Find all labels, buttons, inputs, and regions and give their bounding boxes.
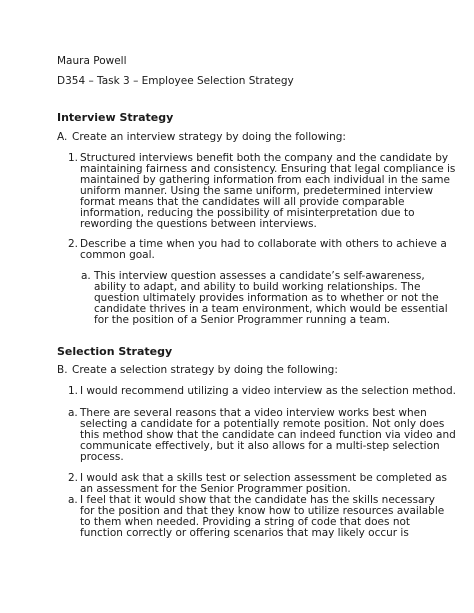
selection-item-2a-marker: a. [68,494,78,506]
interview-item-1-line: uniform manner. Using the same uniform, predetermined interview [80,185,434,197]
selection-item-2a-line: I feel that it would show that the candidate has the skills necessary [80,494,435,506]
task-a-text: Create an interview strategy by doing the following: [72,131,346,143]
interview-item-1-marker: 1. [68,152,79,164]
interview-item-2a-line: This interview question assesses a candidate’s self-awareness, [94,270,425,282]
selection-item-2a-line: for the position and that they know how to utilize resources available [80,505,445,517]
selection-item-2a-line: function correctly or offering scenarios that may likely occur is [80,527,409,539]
selection-item-1a-line: communicate effectively, but it also allows for a multi-step selection [80,440,440,452]
interview-item-1-line: maintaining fairness and consistency. Ensuring that legal compliance is [80,163,456,175]
task-b-text: Create a selection strategy by doing the following: [72,364,338,376]
selection-item-1a-line: process. [80,451,124,463]
selection-item-2a-line: to them when needed. Providing a string of code that does not [80,516,411,528]
interview-item-2-marker: 2. [68,238,79,250]
selection-item-1a-line: There are several reasons that a video interview works best when [80,407,427,419]
selection-item-1-marker: 1. [68,385,79,397]
interview-item-1-line: Structured interviews benefit both the company and the candidate by [80,152,449,164]
task-a-marker: A. [57,131,68,143]
task-b-marker: B. [57,364,68,376]
interview-item-1-line: maintained by gathering information from each individual in the same [80,174,450,186]
interview-item-2-line: Describe a time when you had to collaborate with others to achieve a [80,238,447,250]
document-title: D354 – Task 3 – Employee Selection Strategy [57,75,294,87]
selection-item-1-line: I would recommend utilizing a video interview as the selection method. [80,385,456,397]
selection-item-2-line: an assessment for the Senior Programmer position. [80,483,351,495]
interview-heading: Interview Strategy [57,111,174,124]
interview-item-2-line: common goal. [80,249,155,261]
interview-item-2a-line: question ultimately provides information as to whether or not the [94,292,439,304]
interview-item-2a-marker: a. [81,270,91,282]
interview-item-2a-line: ability to adapt, and ability to build working relationships. The [94,281,421,293]
interview-item-1-line: information, reducing the possibility of misinterpretation due to [80,207,415,219]
selection-item-2-line: I would ask that a skills test or selection assessment be completed as [80,472,447,484]
selection-heading: Selection Strategy [57,345,173,358]
interview-item-1-line: rewording the questions between interviews. [80,218,317,230]
interview-item-2a-line: candidate thrives in a team environment, which would be essential [94,303,448,315]
selection-item-1a-line: this method show that the candidate can indeed function via video and [80,429,456,441]
selection-item-2-marker: 2. [68,472,79,484]
selection-item-1a-line: selecting a candidate for a potentially remote position. Not only does [80,418,445,430]
interview-item-2a-line: for the position of a Senior Programmer running a team. [94,314,391,326]
author-name: Maura Powell [57,55,127,67]
interview-item-1-line: format means that the candidates will all provide comparable [80,196,405,208]
selection-item-1a-marker: a. [68,407,78,419]
